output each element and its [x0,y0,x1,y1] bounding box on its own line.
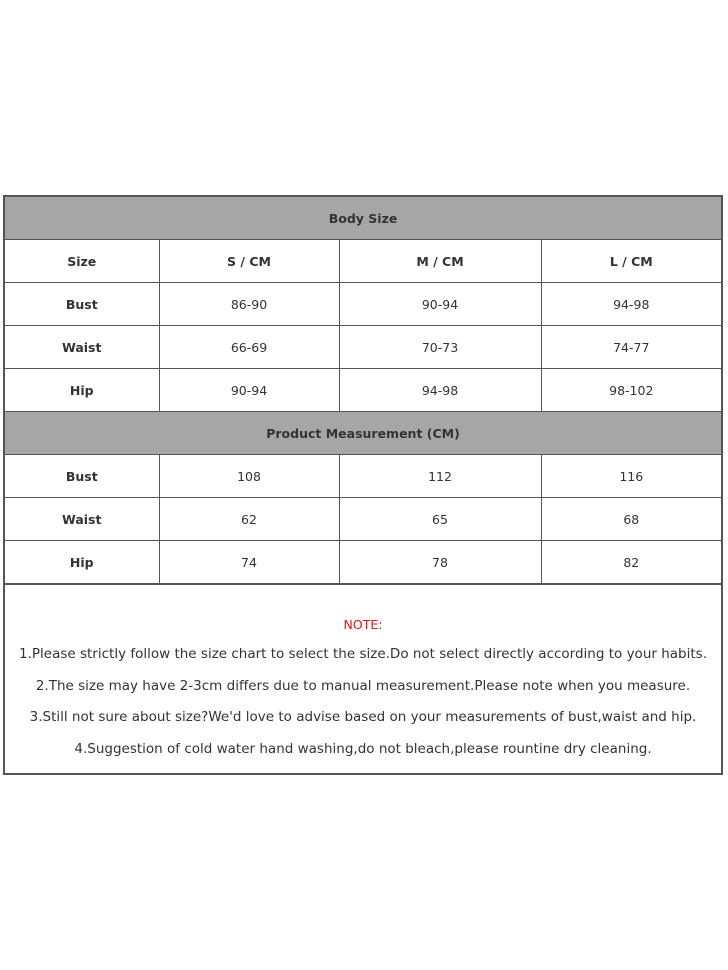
table-cell: 62 [159,498,339,541]
table-cell: 108 [159,455,339,498]
table-cell: 86-90 [159,283,339,326]
product-measurement-header-row [5,412,721,455]
note-line-1: 1.Please strictly follow the size chart to select the size.Do not select directly according to your habits. [19,646,707,662]
size-table [5,197,721,584]
column-header-row [5,240,721,283]
table-cell: 66-69 [159,326,339,369]
body-size-header-row [5,197,721,240]
table-row [5,283,721,326]
row-label-bust: Bust [5,455,159,498]
column-header-s: S / CM [159,240,339,283]
table-cell: 82 [541,541,721,584]
table-cell: 74-77 [541,326,721,369]
table-cell: 94-98 [339,369,541,412]
column-header-l: L / CM [541,240,721,283]
row-label-waist: Waist [5,326,159,369]
row-label-bust: Bust [5,283,159,326]
row-label-waist: Waist [5,498,159,541]
table-row [5,455,721,498]
table-cell: 70-73 [339,326,541,369]
body-size-title: Body Size [5,197,721,240]
size-chart [3,195,723,775]
table-cell: 74 [159,541,339,584]
table-cell: 68 [541,498,721,541]
table-cell: 90-94 [339,283,541,326]
table-row [5,369,721,412]
column-header-size: Size [5,240,159,283]
table-row [5,326,721,369]
product-measurement-title: Product Measurement (CM) [5,412,721,455]
table-cell: 98-102 [541,369,721,412]
table-cell: 112 [339,455,541,498]
column-header-m: M / CM [339,240,541,283]
table-cell: 94-98 [541,283,721,326]
table-row [5,541,721,584]
note-line-3: 3.Still not sure about size?We'd love to advise based on your measurements of bust,waist and hip. [29,709,697,725]
note-line-4: 4.Suggestion of cold water hand washing,do not bleach,please rountine dry cleaning. [74,740,652,757]
table-row [5,498,721,541]
table-cell: 65 [339,498,541,541]
table-cell: 78 [339,541,541,584]
notes-section [5,584,721,773]
table-cell: 90-94 [159,369,339,412]
row-label-hip: Hip [5,369,159,412]
note-line-2: 2.The size may have 2-3cm differs due to manual measurement.Please note when you measure. [35,677,691,694]
row-label-hip: Hip [5,541,159,584]
note-title: NOTE: [343,617,383,632]
table-cell: 116 [541,455,721,498]
